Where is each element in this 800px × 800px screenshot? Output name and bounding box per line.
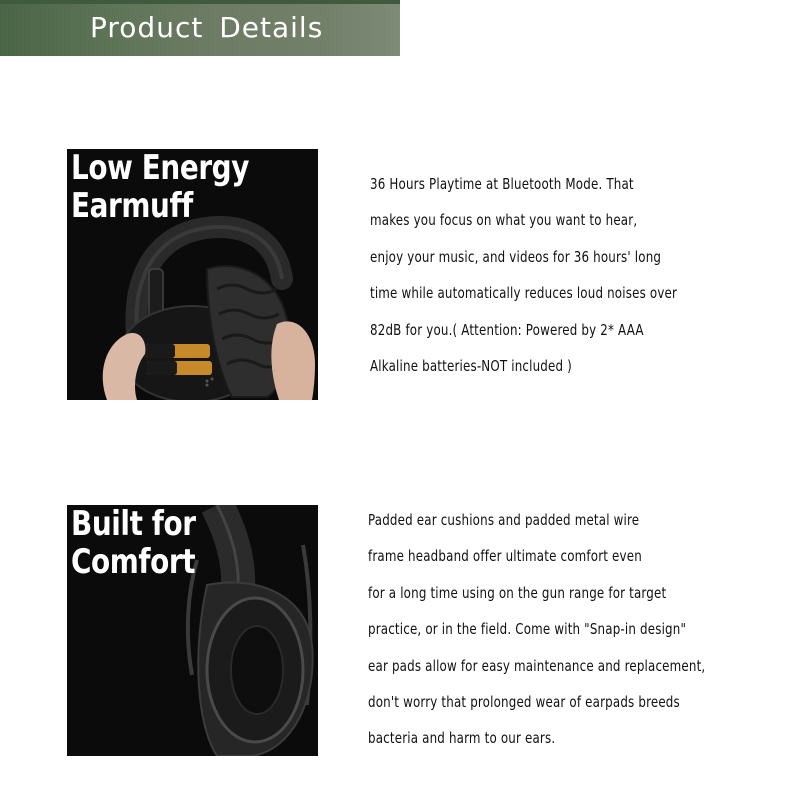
image-title-line: Built for (71, 505, 196, 544)
description-line: Alkaline batteries-NOT included ) (370, 356, 572, 375)
description-line: time while automatically reduces loud noises over (370, 284, 678, 303)
description-line: Padded ear cushions and padded metal wire (368, 511, 640, 529)
description-line: for a long time using on the gun range for target (368, 583, 667, 602)
description-line: 82dB for you.( Attention: Powered by 2* AAA (370, 320, 644, 339)
description-line: enjoy your music, and videos for 36 hours' long (370, 247, 662, 266)
low-energy-earmuff-image (67, 149, 318, 400)
product-details-banner (0, 0, 400, 56)
description-line: don't worry that prolonged wear of earpads breeds (368, 692, 680, 711)
description-line: practice, or in the field. Come with "Snap-in design" (368, 620, 687, 639)
image-title-line: Comfort (71, 542, 196, 582)
description-line: 36 Hours Playtime at Bluetooth Mode. That (370, 175, 634, 193)
description-line: bacteria and harm to our ears. (368, 729, 556, 748)
description-line: ear pads allow for easy maintenance and replacement, (368, 656, 706, 675)
built-for-comfort-image (67, 505, 318, 756)
image-title (71, 505, 196, 581)
feature-description (370, 166, 719, 384)
image-title (71, 149, 249, 225)
banner-title: Product Details (90, 11, 324, 44)
image-title-line: Low Energy (71, 149, 249, 188)
description-line: frame headband offer ultimate comfort even (368, 547, 642, 566)
feature-description (368, 502, 751, 757)
image-title-line: Earmuff (71, 186, 193, 226)
description-line: makes you focus on what you want to hear, (370, 211, 638, 230)
